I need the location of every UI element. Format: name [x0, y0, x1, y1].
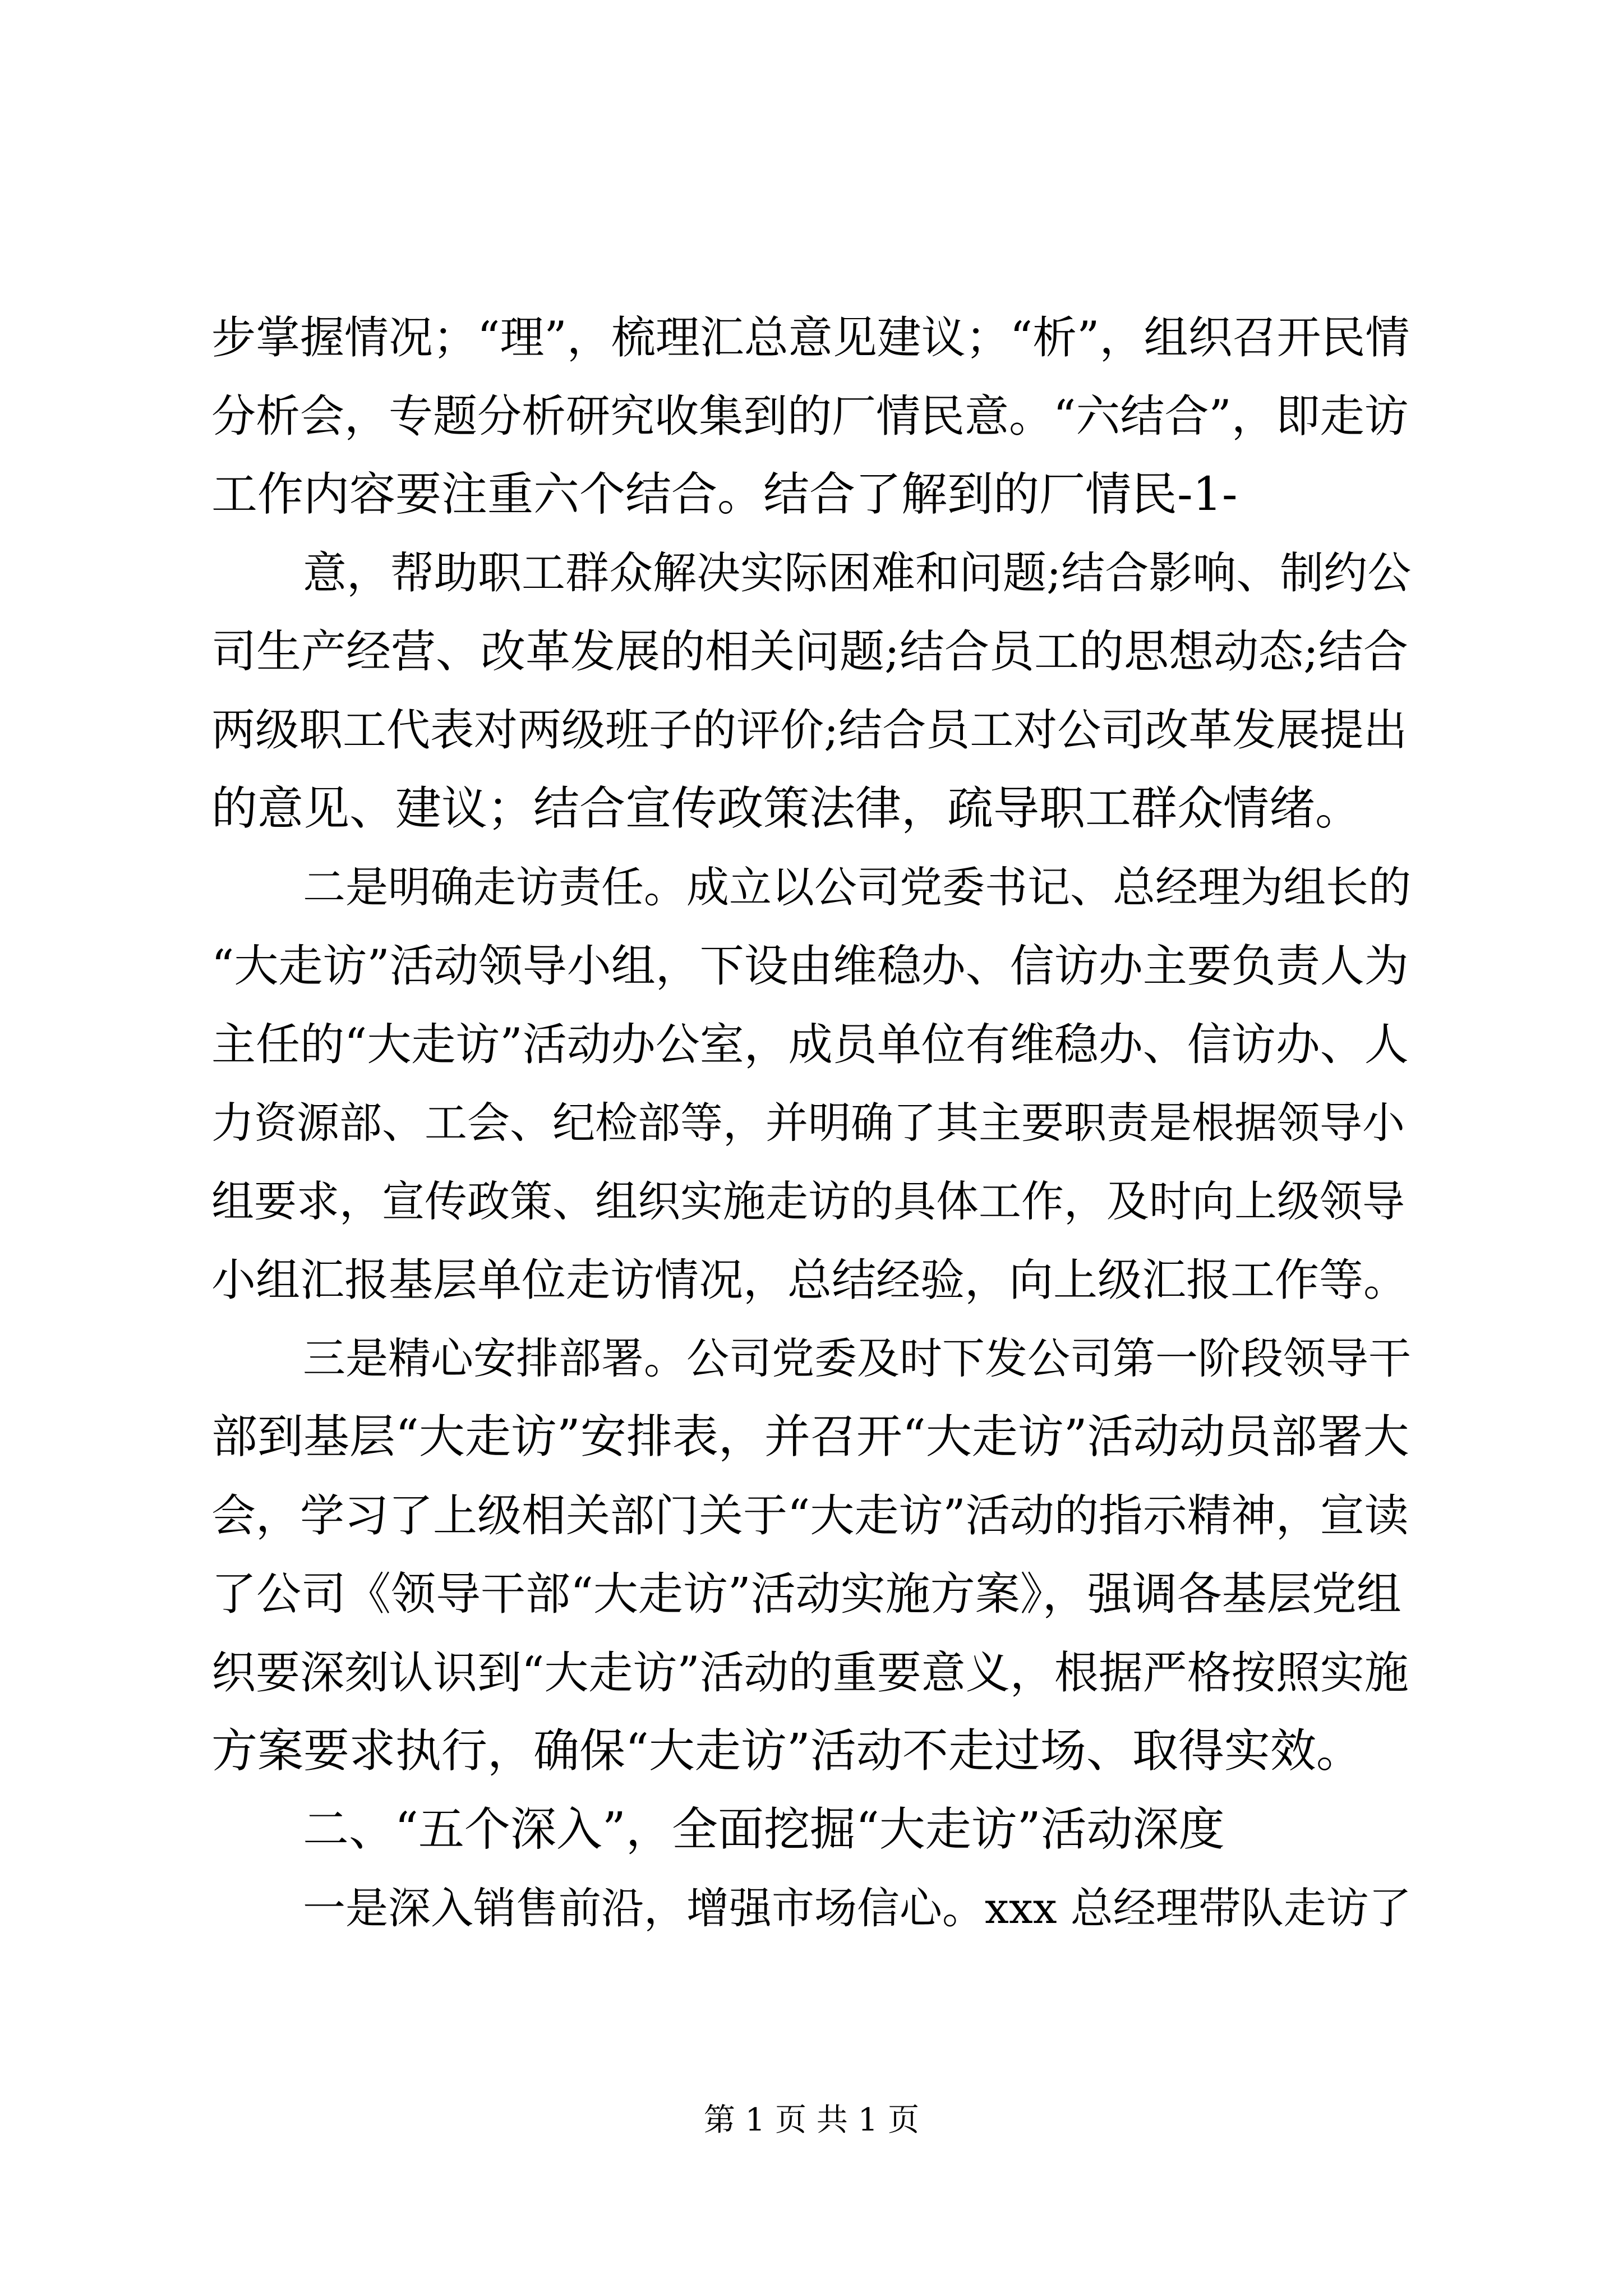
text-line: 步掌握情况；“理”，梳理汇总意见建议；“析”，组织召开民情 [211, 312, 1410, 364]
text-line: 二是明确走访责任。成立以公司党委书记、总经理为组长的 [303, 862, 1411, 912]
text-line: 织要深刻认识到“大走访”活动的重要意义，根据严格按照实施 [211, 1647, 1409, 1699]
text-line: 三是精心安排部署。公司党委及时下发公司第一阶段领导干 [303, 1333, 1411, 1383]
text-line: 部到基层“大走访”安排表，并召开“大走访”活动动员部署大 [211, 1410, 1409, 1464]
text-line: 方案要求执行，确保“大走访”活动不走过场、取得实效。 [211, 1724, 1362, 1778]
text-line: “大走访”活动领导小组，下设由维稳办、信访办主要负责人为 [211, 940, 1409, 992]
text-line: 分析会，专题分析研究收集到的厂情民意。“六结合”，即走访 [211, 390, 1409, 442]
section-heading: 二、“五个深入”，全面挖掘“大走访”活动深度 [303, 1803, 1225, 1856]
text-line: 会，学习了上级相关部门关于“大走访”活动的指示精神，宣读 [211, 1490, 1409, 1542]
text-line: 了公司《领导干部“大走访”活动实施方案》，强调各基层党组 [211, 1568, 1401, 1620]
text-line: 主任的“大走访”活动办公室，成员单位有维稳办、信访办、人 [211, 1019, 1409, 1070]
text-line: 组要求，宣传政策、组织实施走访的具体工作，及时向上级领导 [211, 1176, 1405, 1226]
text-line: 工作内容要注重六个结合。结合了解到的厂情民-1- [211, 468, 1238, 521]
text-line: 小组汇报基层单位走访情况，总结经验，向上级汇报工作等。 [211, 1254, 1408, 1306]
text-line: 意，帮助职工群众解决实际困难和问题;结合影响、制约公 [303, 548, 1412, 599]
text-line: 一是深入销售前沿，增强市场信心。xxx 总经理带队走访了 [303, 1883, 1412, 1933]
page-number: 第 1 页 共 1 页 [703, 2102, 920, 2138]
text-line: 两级职工代表对两级班子的评价;结合员工对公司改革发展提出 [211, 705, 1408, 756]
text-line: 的意见、建议；结合宣传政策法律，疏导职工群众情绪。 [211, 782, 1362, 835]
page-footer [0, 2098, 1623, 2143]
text-line: 司生产经营、改革发展的相关问题;结合员工的思想动态;结合 [211, 625, 1408, 678]
text-line: 力资源部、工会、纪检部等，并明确了其主要职责是根据领导小 [211, 1098, 1405, 1148]
